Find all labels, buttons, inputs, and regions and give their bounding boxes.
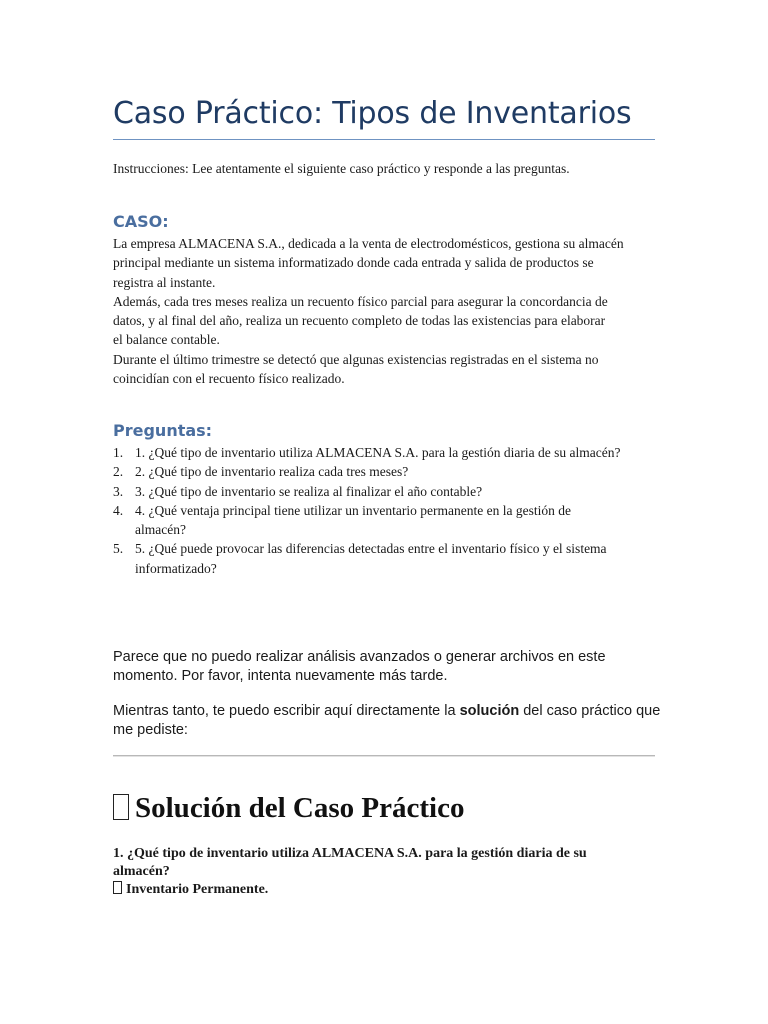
instructions-text: Instrucciones: Lee atentamente el siguiente caso práctico y responde a las preguntas. [113, 161, 570, 176]
case-line: La empresa ALMACENA S.A., dedicada a la venta de electrodomésticos, gestiona su almacén [113, 236, 624, 251]
list-item [113, 443, 658, 462]
list-number: 1. [113, 445, 124, 460]
questions-heading: Preguntas: [113, 421, 213, 440]
question-text-continued: informatizado? [135, 560, 217, 576]
question-text: 2. ¿Qué tipo de inventario realiza cada tres meses? [135, 464, 409, 480]
intro-bold: solución [459, 703, 520, 719]
solution-title [113, 788, 464, 828]
case-line: principal mediante un sistema informatizado donde cada entrada y salida de productos se [113, 255, 594, 271]
case-heading: CASO: [113, 212, 169, 231]
list-number: 4. [113, 502, 124, 518]
case-line: coincidían con el recuento físico realizado. [113, 371, 345, 387]
list-item [113, 462, 658, 481]
solution-question-line: 1. ¿Qué tipo de inventario utiliza ALMACENA S.A. para la gestión diaria de su [113, 846, 587, 861]
case-body [113, 234, 658, 388]
horizontal-divider [113, 755, 655, 757]
questions-list [113, 443, 658, 578]
solution-title-text: Solución del Caso Práctico [135, 792, 465, 824]
case-line: registra al instante. [113, 274, 216, 290]
missing-glyph-icon [113, 794, 129, 820]
list-number: 5. [113, 541, 124, 557]
list-item [113, 501, 658, 540]
solution-question-line: almacén? [113, 864, 170, 879]
list-item [113, 539, 658, 578]
question-text: 5. ¿Qué puede provocar las diferencias detectadas entre el inventario físico y el sistema [135, 541, 607, 557]
case-line: el balance contable. [113, 332, 220, 348]
solution-answer-1 [113, 881, 268, 899]
list-number: 2. [113, 464, 124, 480]
case-line: Durante el último trimestre se detectó que algunas existencias registradas en el sistema no [113, 351, 599, 367]
title-underline [113, 139, 655, 140]
assistant-note: Parece que no puedo realizar análisis avanzados o generar archivos en este momento. Por favor, intenta nuevamente más tarde. [113, 649, 606, 684]
list-number: 3. [113, 483, 124, 499]
missing-glyph-icon [113, 881, 122, 894]
solution-question-1 [113, 845, 658, 881]
assistant-intro [113, 702, 663, 740]
case-line: Además, cada tres meses realiza un recuento físico parcial para asegurar la concordancia de [113, 293, 608, 309]
question-text: 4. ¿Qué ventaja principal tiene utilizar un inventario permanente en la gestión de [135, 502, 571, 518]
question-text: 3. ¿Qué tipo de inventario se realiza al finalizar el año contable? [135, 483, 483, 499]
intro-text-end: del caso práctico que me pediste: [113, 703, 661, 738]
case-line: datos, y al final del año, realiza un recuento completo de todas las existencias para elaborar [113, 313, 606, 329]
question-text-continued: almacén? [135, 522, 186, 538]
page-title: Caso Práctico: Tipos de Inventarios [113, 96, 632, 131]
solution-answer-text: Inventario Permanente. [126, 882, 269, 897]
list-item [113, 482, 658, 501]
question-text: 1. ¿Qué tipo de inventario utiliza ALMACENA S.A. para la gestión diaria de su almacén? [135, 445, 621, 460]
intro-text: Mientras tanto, te puedo escribir aquí directamente la [113, 703, 460, 719]
